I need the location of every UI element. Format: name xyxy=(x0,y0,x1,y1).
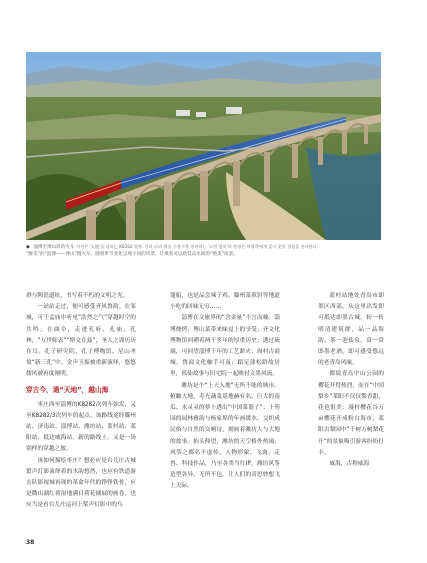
paragraph: 群与陶瓷遗址，书写着不朽的文明之光。 xyxy=(26,293,129,299)
paragraph: 一站站走过，便可感受齐风鲁韵。在邹城，可于孟庙中听见“浩然之气”穿越时空的共鸣；在曲阜，走进孔府、孔庙、孔林，“万世师表”“斯文在兹”，圣人之训历历在耳。孔子研究院、孔子博物馆、尼山圣境“新三孔”中，金声玉振被重新演绎，悠悠儒风被再度阐明。 xyxy=(26,304,136,378)
paragraph: 都说青岛中山公园的樱花开得热烈，而在“中国梨乡”莱阳不仅仅梨香甜、花也很美：漫村樱花谷万亩樱花开成粉白海市，莱阳古梨园中“千树万树梨花开”的景象吸引游客纷纷打卡。 xyxy=(318,371,384,456)
caption-text-zh: 淄博至博山段的火车 xyxy=(33,245,75,250)
section-heading: 穿古今，通“天地”，越山海 xyxy=(26,385,109,394)
caption-line-1 xyxy=(26,243,382,251)
caption-marker: ◆ xyxy=(26,244,30,250)
paragraph: 蓝村站地处青岛市即墨区西部，从这里出发即可抵达即墨古城。转一转明清建筑群，品一品海韵、茶一泡盐泉，赏一赏即墨老酒，即可感受悠远的老青岛风味。 xyxy=(318,293,384,367)
caption-line-2: “醉美”的“淄博——博山”慢火车，随着季节变化呈现不同的风景，让乘客可以欣赏山水间的“绝美”风景。 xyxy=(26,252,238,257)
paragraph: 篷船，也是品尝辣子鸡、滕州菜煎饼等地道小吃的回味无穷…… xyxy=(170,293,280,311)
page-number: 38 xyxy=(26,539,35,546)
paragraph: 淄博在文旅界的“含金量”不言而喻。淄博烧烤、博山菜带来味觉上的享受；齐文化博物馆回溯着两千多年的厚重历史；透过琉璃，可回望淄博千年的工艺薪火；周村古商城，鲁商文化触手可及；蹈足蒲松龄故居里，孤仙故事与旧宅院一起映衬文墨风流。 xyxy=(170,315,280,378)
paragraph: 潍坊是个“上天入地”无所不能的城市。俯瞰大地，寿光蔬菜基地赫有名，巨大的南瓜、水灵灵的萝卜透出“中国菜篮子”；十笏园的园林雅韵与杨家埠的年画缓水、交织成民俗与自然的交响诗，刻画着潍坊人与大地的故事。抬头仰望，潍坊的天空格外热闹，风筝之都名不虚传，人物形象、飞禽、走兽、科技作品，乃至各类当红IP，潍坊风筝造型各异，无所不包，让人们的奇思妙想飞上天际。 xyxy=(170,382,280,490)
text-column-3 xyxy=(318,291,384,470)
text-column-1 xyxy=(26,291,136,512)
paragraph: 该如何描绘枣庄？想必应是台儿庄古城繁声灯影演绎着的水韵悠然，也应有铁道游击队影视城再现的革命年代的铮铮铁骨，应是微山湖红荷湿地满目荷花铺展的画卷，也应当是看台儿庄运河上桨声灯影中的乌 xyxy=(26,457,136,509)
caption-text-ko: 사진은 '天地'를 달리는 K8282 열차. 산과 다리 위를 구불구불 통과하는 '느린 열차'의 풍경은 여행객에게 잊지 못할 경험을 선사한다. xyxy=(76,244,318,249)
train-bridge-photo xyxy=(26,52,381,240)
paragraph: 枣庄西至淄博的K8282次列车始发，又至K8282/3次列车的起点。该路线途经滕州站、济南站、淄博站、潍坊站、蓝村站、莱阳站，抵达威海站。新的路线上，又是一场别样的穿越之旅。 xyxy=(26,401,136,453)
paragraph: 威海，古称威海 xyxy=(329,461,370,468)
photo-caption xyxy=(26,243,382,258)
train-bridge-illustration xyxy=(26,52,381,240)
text-column-2 xyxy=(170,291,280,493)
